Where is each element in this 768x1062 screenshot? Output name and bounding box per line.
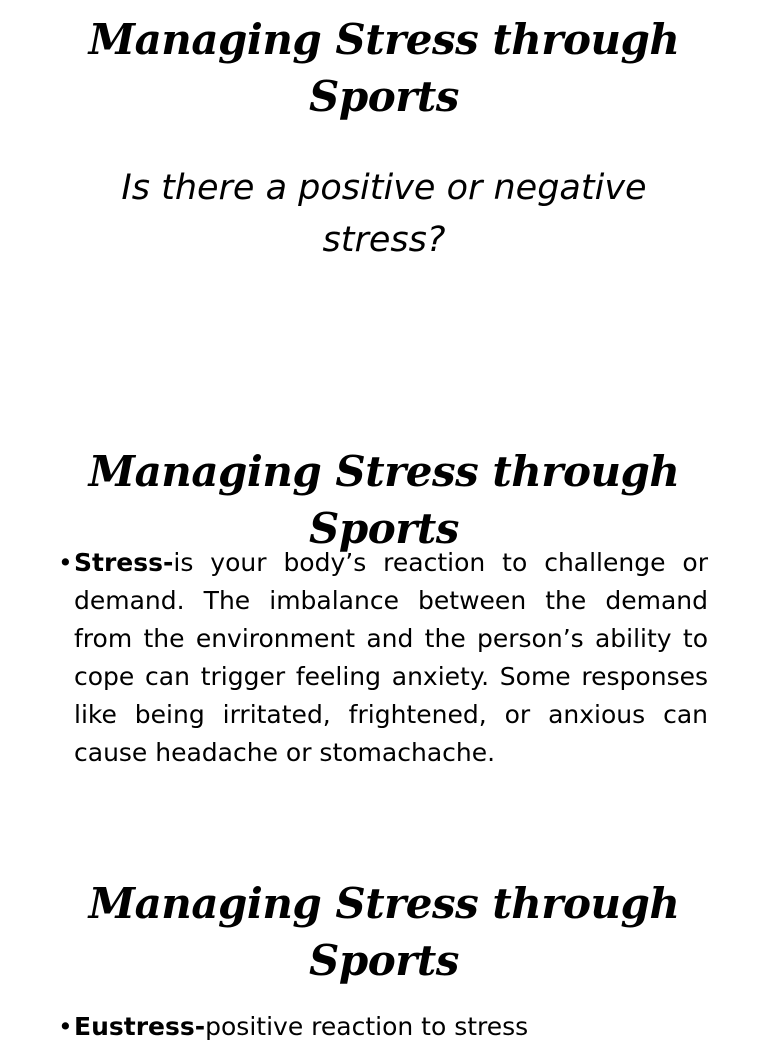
bullet-paragraph	[74, 1008, 708, 1046]
slide-3-bullet	[58, 1008, 708, 1046]
slide-3-title: Managing Stress through Sports	[88, 879, 680, 985]
slide-2-bullet	[58, 544, 708, 772]
slide-1-subtitle: Is there a positive or negative stress?	[121, 168, 647, 260]
slide-1	[0, 0, 768, 300]
slide-2-title: Managing Stress through Sports	[88, 447, 680, 553]
slide-2	[0, 430, 768, 850]
bullet-icon: •	[58, 1012, 73, 1041]
slide-1-title: Managing Stress through Sports	[88, 15, 680, 121]
bullet-paragraph	[74, 544, 708, 772]
slide-3	[0, 862, 768, 1062]
bullet-definition: positive reaction to stress	[205, 1012, 529, 1041]
bullet-term: Eustress-	[74, 1012, 206, 1041]
bullet-definition: is your body’s reaction to challenge or demand. The imbalance between the demand from the environment and the person’s ability to cope can trigger feeling anxiety. Some responses like being irritated, frightened, or anxious can cause headache or stomachache.	[74, 548, 708, 767]
bullet-icon: •	[58, 548, 73, 577]
bullet-term: Stress-	[74, 548, 174, 577]
